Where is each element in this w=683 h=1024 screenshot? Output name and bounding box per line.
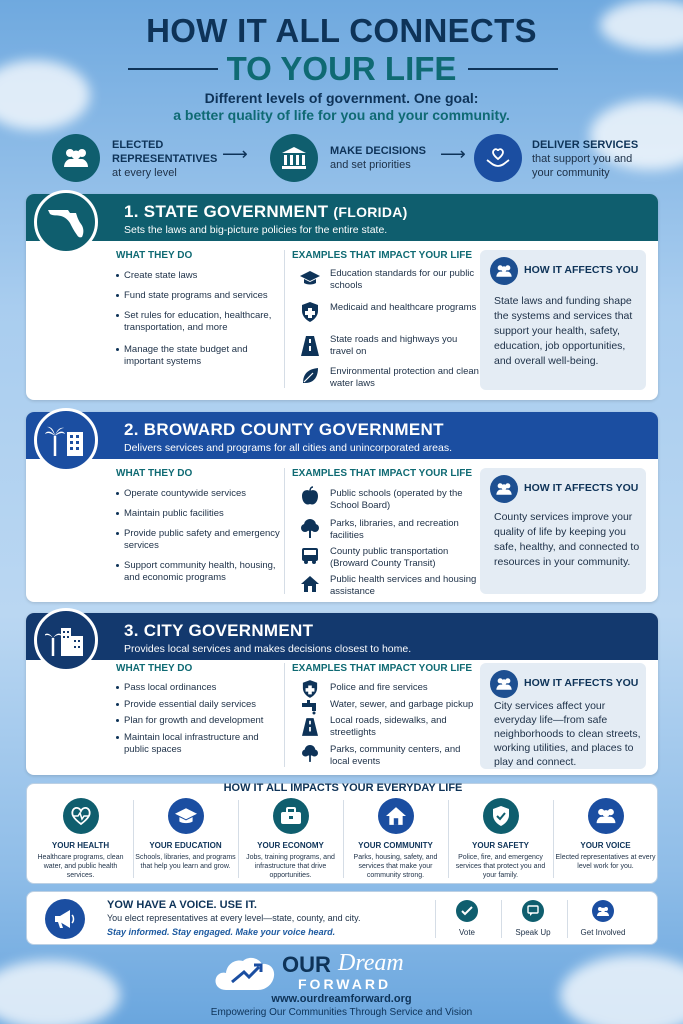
palm-tree-building-icon	[34, 408, 98, 472]
vote-action[interactable]	[437, 900, 497, 937]
section-state	[26, 194, 658, 400]
impact-card-voice	[554, 798, 657, 882]
example-item: Local roads, sidewalks, and streetlights	[330, 715, 447, 738]
speak-up-label: Speak Up	[515, 928, 551, 937]
page-title: HOW IT ALL CONNECTS	[146, 12, 537, 49]
shield-cross-icon	[300, 302, 320, 322]
list-item: Operate countywide services	[124, 488, 284, 500]
example-item: Water, sewer, and garbage pickup	[330, 699, 474, 710]
what-they-do-heading: WHAT THEY DO	[116, 663, 193, 674]
impact-title: YOUR VOICE	[580, 841, 631, 850]
apple-icon	[300, 486, 320, 506]
impact-desc: Police, fire, and emergency services that protect you and your family.	[455, 854, 546, 879]
florida-map-icon	[34, 190, 98, 254]
voice-title: YOW HAVE A VOICE. USE IT.	[107, 899, 257, 911]
section-description: Provides local services and makes decisions closest to home.	[124, 643, 412, 655]
section-header	[26, 613, 658, 660]
tree-icon	[300, 518, 320, 538]
voice-description: You elect representatives at every level—state, county, and city.	[107, 913, 361, 923]
bus-icon	[300, 546, 320, 566]
affects-text: State laws and funding shape the systems and services that support your health, safety, education, job opportunities, and overall well-being.	[494, 295, 633, 367]
list-item: Maintain public facilities	[124, 508, 284, 520]
impact-title: YOUR COMMUNITY	[358, 841, 433, 850]
affects-heading: HOW IT AFFECTS YOU	[524, 677, 639, 689]
flow-step-1: ELECTED REPRESENTATIVES at every level	[112, 139, 218, 179]
chat-bubble-icon	[522, 900, 544, 922]
heart-hands-icon	[474, 134, 522, 182]
process-flow	[52, 132, 652, 184]
examples-heading: EXAMPLES THAT IMPACT YOUR LIFE	[292, 663, 473, 674]
subtitle-line2: a better quality of life for you and your community.	[173, 107, 510, 123]
city-skyline-icon	[34, 608, 98, 672]
subtitle-line1: Different levels of government. One goal:	[204, 90, 479, 106]
list-item: Provide essential daily services	[124, 699, 284, 711]
leaf-icon	[300, 366, 320, 386]
impact-card-education	[134, 798, 237, 882]
impact-card-community	[344, 798, 447, 882]
impact-desc: Jobs, training programs, and infrastructure that drive opportunities.	[246, 854, 335, 879]
example-item: Medicaid and healthcare programs	[330, 302, 477, 313]
how-it-affects-panel	[480, 663, 646, 769]
logo-forward: FORWARD	[298, 976, 392, 992]
capitol-icon	[270, 134, 318, 182]
flow-step-3: DELIVER SERVICES that support you and your community	[532, 139, 639, 179]
affects-text: County services improve your quality of life by keeping you safe, healthy, and connected to resources in your community.	[494, 511, 640, 568]
impact-desc: Elected representatives at every level work for you.	[555, 854, 656, 870]
voice-slogan: Stay informed. Stay engaged. Make your voice heard.	[107, 927, 336, 937]
what-they-do-heading: WHAT THEY DO	[116, 250, 193, 261]
example-item: County public transportation (Broward County Transit)	[330, 546, 449, 569]
example-item: Parks, libraries, and recreation facilities	[330, 518, 459, 541]
impact-desc: Parks, housing, safety, and services that make your community strong.	[353, 854, 438, 879]
get-involved-action[interactable]	[573, 900, 633, 937]
example-item: State roads and highways you travel on	[330, 334, 458, 357]
section-header	[26, 194, 658, 241]
logo-dream: Dream	[338, 950, 404, 976]
section-title: 1. STATE GOVERNMENT	[124, 202, 329, 221]
people-icon	[52, 134, 100, 182]
heartbeat-icon	[63, 798, 99, 834]
column-divider	[501, 900, 502, 938]
column-divider	[284, 250, 285, 388]
example-item: Environmental protection and clean water laws	[330, 366, 479, 389]
get-involved-label: Get Involved	[580, 928, 626, 937]
tree-icon	[300, 743, 320, 763]
list-item: Manage the state budget and important systems	[124, 344, 284, 368]
graduation-cap-icon	[300, 268, 320, 288]
impact-title: YOUR ECONOMY	[257, 841, 324, 850]
impact-title: YOUR EDUCATION	[149, 841, 222, 850]
list-item: Support community health, housing, and economic programs	[124, 560, 284, 584]
section-county	[26, 412, 658, 602]
faucet-icon	[300, 697, 320, 717]
graduation-cap-icon	[168, 798, 204, 834]
tagline: Empowering Our Communities Through Service and Vision	[210, 1007, 473, 1018]
people-icon	[592, 900, 614, 922]
voice-panel	[26, 891, 658, 945]
section-description: Sets the laws and big-picture policies for the entire state.	[124, 224, 388, 236]
shield-check-icon	[483, 798, 519, 834]
people-icon	[490, 670, 518, 698]
people-icon	[490, 475, 518, 503]
what-they-do-heading: WHAT THEY DO	[116, 468, 193, 479]
website-link[interactable]: www.ourdreamforward.org	[271, 993, 412, 1005]
example-item: Education standards for our public schools	[330, 268, 475, 291]
list-item: Set rules for education, healthcare, transportation, and more	[124, 310, 284, 334]
how-it-affects-panel	[480, 250, 646, 390]
list-item: Create state laws	[124, 270, 284, 282]
flow-step-2: MAKE DECISIONS and set priorities	[330, 145, 426, 171]
cloud-arrow-icon	[214, 950, 276, 994]
our-dream-forward-logo[interactable]	[214, 950, 474, 998]
people-icon	[588, 798, 624, 834]
section-title: 2. BROWARD COUNTY GOVERNMENT	[124, 420, 444, 439]
list-item: Plan for growth and development	[124, 715, 284, 727]
house-icon	[378, 798, 414, 834]
shield-icon	[300, 679, 320, 699]
impacts-heading: HOW IT ALL IMPACTS YOUR EVERYDAY LIFE	[223, 782, 463, 794]
logo-our: OUR	[282, 952, 331, 977]
page-title-line2: TO YOUR LIFE	[226, 50, 457, 87]
example-item: Public health services and housing assistance	[330, 574, 477, 597]
how-it-affects-panel	[480, 468, 646, 594]
examples-heading: EXAMPLES THAT IMPACT YOUR LIFE	[292, 250, 473, 261]
vote-label: Vote	[458, 928, 475, 937]
list-item: Provide public safety and emergency services	[124, 528, 284, 552]
arrow-right-icon: ⟶	[222, 144, 248, 164]
example-item: Police and fire services	[330, 682, 428, 693]
section-city	[26, 613, 658, 775]
impact-desc: Schools, libraries, and programs that help you learn and grow.	[135, 854, 236, 870]
examples-heading: EXAMPLES THAT IMPACT YOUR LIFE	[292, 468, 473, 479]
impact-title: YOUR SAFETY	[472, 841, 529, 850]
section-header	[26, 412, 658, 459]
list-item: Pass local ordinances	[124, 682, 284, 694]
checkmark-icon	[456, 900, 478, 922]
list-item: Fund state programs and services	[124, 290, 284, 302]
megaphone-icon	[45, 899, 85, 939]
column-divider	[284, 663, 285, 767]
arrow-right-icon: ⟶	[440, 144, 466, 164]
example-item: Parks, community centers, and local events	[330, 744, 461, 767]
road-icon	[300, 717, 320, 737]
column-divider	[567, 900, 568, 938]
column-divider	[435, 900, 436, 938]
affects-text: City services affect your everyday life—from safe neighborhoods to clean streets, working utilities, and places to play and connect.	[494, 700, 641, 768]
briefcase-icon	[273, 798, 309, 834]
impact-card-economy	[239, 798, 342, 882]
section-title-suffix: (FLORIDA)	[333, 204, 408, 220]
house-icon	[300, 574, 320, 594]
road-icon	[300, 336, 320, 356]
impact-title: YOUR HEALTH	[51, 841, 110, 850]
people-icon	[490, 257, 518, 285]
affects-heading: HOW IT AFFECTS YOU	[524, 482, 639, 494]
section-description: Delivers services and programs for all cities and unincorporated areas.	[124, 442, 452, 454]
affects-heading: HOW IT AFFECTS YOU	[524, 264, 639, 276]
speak-up-action[interactable]	[503, 900, 563, 937]
impact-card-safety	[449, 798, 552, 882]
everyday-impacts-panel	[26, 783, 658, 884]
column-divider	[284, 468, 285, 594]
impact-card-health	[29, 798, 132, 882]
example-item: Public schools (operated by the School Board)	[330, 488, 463, 511]
list-item: Maintain local infrastructure and public spaces	[124, 732, 284, 756]
section-title: 3. CITY GOVERNMENT	[124, 621, 314, 640]
impact-desc: Healthcare programs, clean water, and public health services.	[37, 854, 124, 879]
